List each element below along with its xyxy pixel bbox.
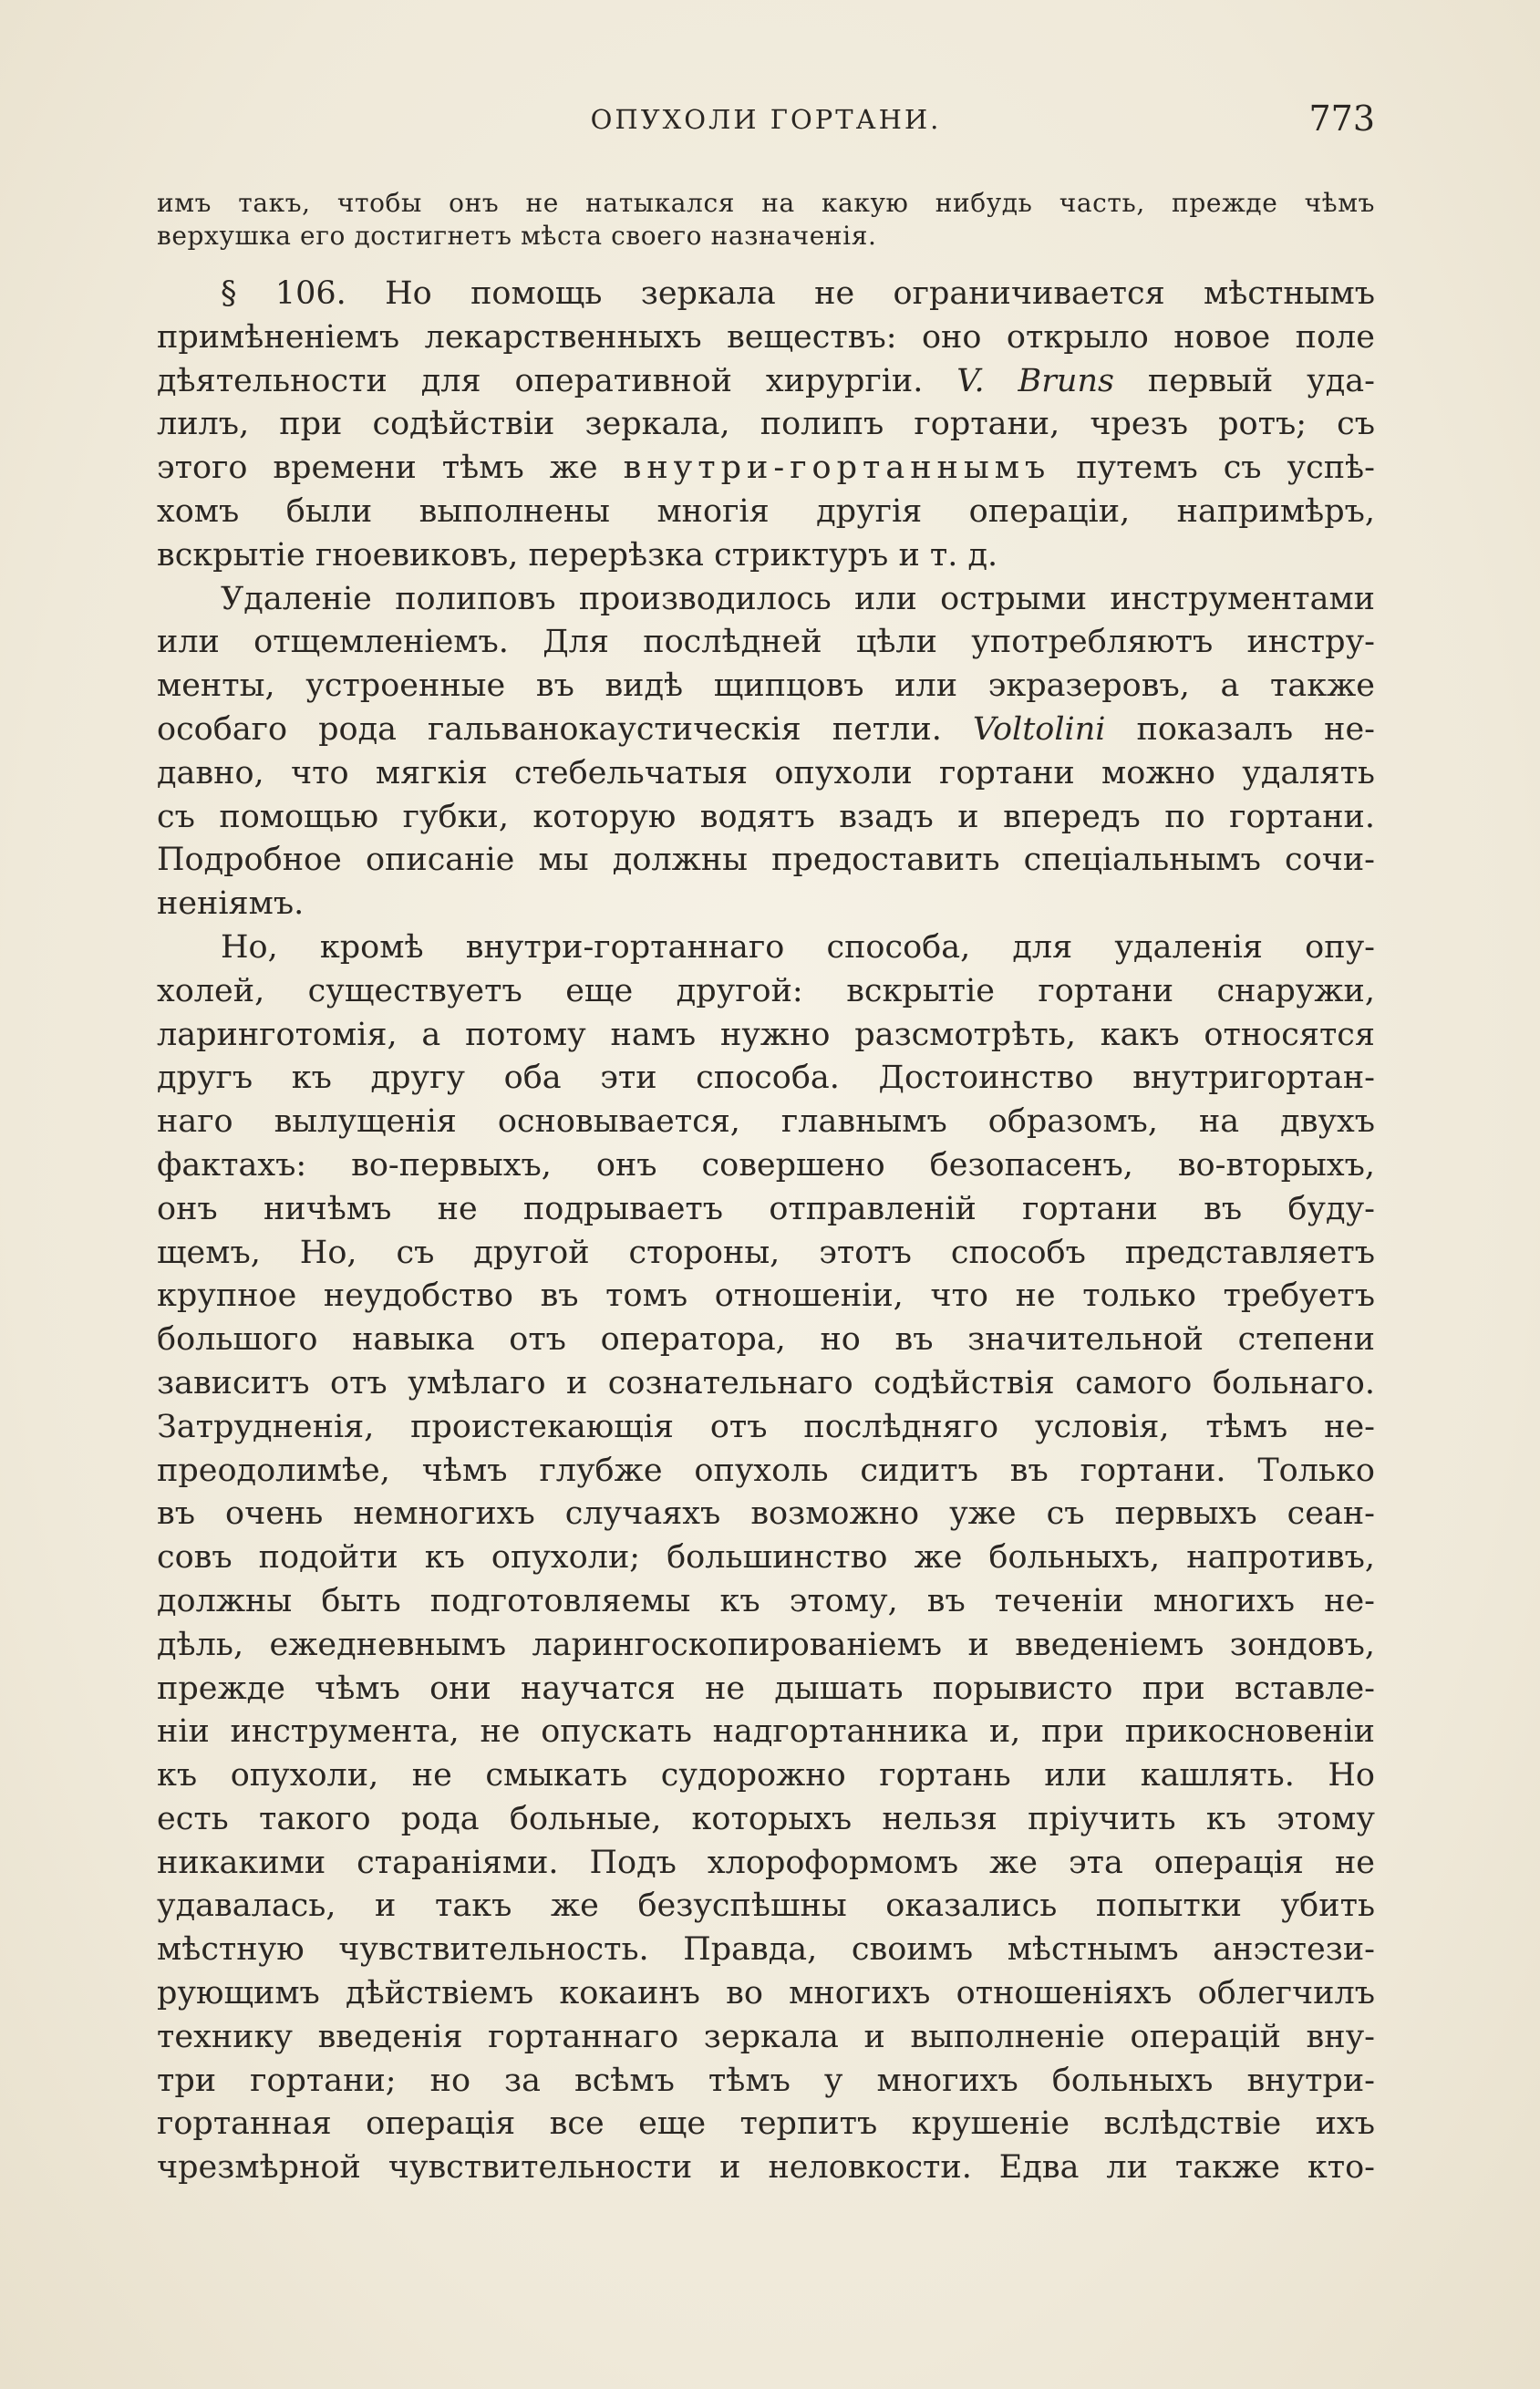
text-line: неніямъ. xyxy=(157,885,305,923)
text-line: есть такого рода больные, которыхъ нельзя пріучить къ этому xyxy=(157,1800,1375,1837)
text-fragment: дѣятельности для оперативной хирургіи. xyxy=(157,362,924,399)
text-line: гортанная операція все еще терпитъ крушеніе вслѣдствіе ихъ xyxy=(157,2105,1375,2143)
text-line: щемъ, Но, съ другой стороны, этотъ способъ представляетъ xyxy=(157,1234,1375,1271)
author-name-bruns: V. Bruns xyxy=(956,362,1114,399)
text-line: совъ подойти къ опухоли; большинство же больныхъ, напротивъ, xyxy=(157,1539,1375,1577)
body-text xyxy=(157,187,1375,2190)
paragraph-section-106 xyxy=(157,273,1375,578)
running-title: ОПУХОЛИ ГОРТАНИ. xyxy=(590,104,942,135)
text-line: вскрытіе гноевиковъ, перерѣзка стриктуръ и т. д. xyxy=(157,536,998,574)
paragraph-gap xyxy=(157,253,1375,273)
text-fragment: показалъ не- xyxy=(1136,710,1375,748)
text-line: въ очень немногихъ случаяхъ возможно уже съ первыхъ сеан- xyxy=(157,1495,1375,1533)
text-line: менты, устроенные въ видѣ щипцовъ или экразеровъ, а также xyxy=(157,667,1375,705)
emphasized-term: внутри-гортаннымъ xyxy=(623,450,1051,487)
text-line: наго вылущенія основывается, главнымъ образомъ, на двухъ xyxy=(157,1103,1375,1141)
text-line: давно, что мягкія стебельчатыя опухоли гортани можно удалять xyxy=(157,754,1375,791)
text-line: Но, кромѣ внутри-гортаннаго способа, для удаленія опу- xyxy=(221,928,1375,966)
text-line: прежде чѣмъ они научатся не дышать порывисто при вставле- xyxy=(157,1670,1375,1707)
text-line: никакими стараніями. Подъ хлороформомъ же эта операція не xyxy=(157,1844,1375,1881)
text-line: ларинготомія, а потому намъ нужно разсмотрѣть, какъ относятся xyxy=(157,1016,1375,1053)
text-line: технику введенія гортаннаго зеркала и выполненіе операцій вну- xyxy=(157,2018,1375,2055)
text-line xyxy=(157,708,1375,752)
text-line: рующимъ дѣйствіемъ кокаинъ во многихъ отношеніяхъ облегчилъ xyxy=(157,1975,1375,2012)
text-line: Удаленіе полиповъ производилось или острыми инструментами xyxy=(221,580,1375,617)
text-line: фактахъ: во-первыхъ, онъ совершено безопасенъ, во-вторыхъ, xyxy=(157,1146,1375,1184)
text-fragment: особаго рода гальванокаустическія петли. xyxy=(157,710,942,748)
text-line: § 106. Но помощь зеркала не ограничивается мѣстнымъ xyxy=(221,275,1375,312)
paragraph-laryngotomy xyxy=(157,926,1375,2190)
text-fragment: путемъ съ успѣ- xyxy=(1076,450,1375,487)
text-line: имъ такъ, чтобы онъ не натыкался на какую нибудь часть, прежде чѣмъ xyxy=(157,188,1375,218)
text-line: къ опухоли, не смыкать судорожно гортань или кашлять. Но xyxy=(157,1757,1375,1794)
text-line: удавалась, и такъ же безуспѣшны оказались попытки убить xyxy=(157,1887,1375,1925)
text-line: чрезмѣрной чувствительности и неловкости. Едва ли также кто- xyxy=(157,2149,1375,2187)
text-line: Затрудненія, проистекающія отъ послѣдняго условія, тѣмъ не- xyxy=(157,1408,1375,1445)
text-line: другъ къ другу оба эти способа. Достоинство внутригортан- xyxy=(157,1060,1375,1097)
author-name-voltolini: Voltolini xyxy=(972,710,1106,748)
text-line: хомъ были выполнены многія другія операціи, напримѣръ, xyxy=(157,492,1375,530)
text-line: три гортани; но за всѣмъ тѣмъ у многихъ больныхъ внутри- xyxy=(157,2062,1375,2099)
text-line xyxy=(157,360,1375,404)
text-line: онъ ничѣмъ не подрываетъ отправленій гортани въ буду- xyxy=(157,1190,1375,1227)
text-line: дѣль, ежедневнымъ ларингоскопированіемъ и введеніемъ зондовъ, xyxy=(157,1626,1375,1663)
paragraph-polyp-removal xyxy=(157,578,1375,926)
continuation-paragraph xyxy=(157,187,1375,253)
text-line: большого навыка отъ оператора, но въ значительной степени xyxy=(157,1321,1375,1359)
text-line: мѣстную чувствительность. Правда, своимъ мѣстнымъ анэстези- xyxy=(157,1931,1375,1969)
text-line: лилъ, при содѣйствіи зеркала, полипъ гортани, чрезъ ротъ; съ xyxy=(157,406,1375,443)
text-line xyxy=(157,447,1375,491)
text-line: холей, существуетъ еще другой: вскрытіе гортани снаружи, xyxy=(157,972,1375,1009)
text-line: должны быть подготовляемы къ этому, въ теченіи многихъ не- xyxy=(157,1582,1375,1619)
text-fragment: этого времени тѣмъ же xyxy=(157,450,598,487)
text-line: или отщемленіемъ. Для послѣдней цѣли употребляютъ инстру- xyxy=(157,624,1375,661)
text-line: преодолимѣе, чѣмъ глубже опухоль сидитъ въ гортани. Только xyxy=(157,1452,1375,1489)
text-line: верхушка его достигнетъ мѣста своего назначенія. xyxy=(157,221,877,251)
text-line: съ помощью губки, которую водятъ взадъ и впередъ по гортани. xyxy=(157,798,1375,835)
text-line: Подробное описаніе мы должны предоставить спеціальнымъ сочи- xyxy=(157,842,1375,879)
text-line: крупное неудобство въ томъ отношеніи, что не только требуетъ xyxy=(157,1277,1375,1315)
text-fragment: первый уда- xyxy=(1147,362,1375,399)
text-line: зависитъ отъ умѣлаго и сознательнаго содѣйствія самого больнаго. xyxy=(157,1364,1375,1401)
text-line: ніи инструмента, не опускать надгортанника и, при прикосновеніи xyxy=(157,1713,1375,1751)
page-header xyxy=(157,98,1375,144)
page-number: 773 xyxy=(1308,98,1375,139)
text-line: примѣненіемъ лекарственныхъ веществъ: оно открыло новое поле xyxy=(157,318,1375,356)
